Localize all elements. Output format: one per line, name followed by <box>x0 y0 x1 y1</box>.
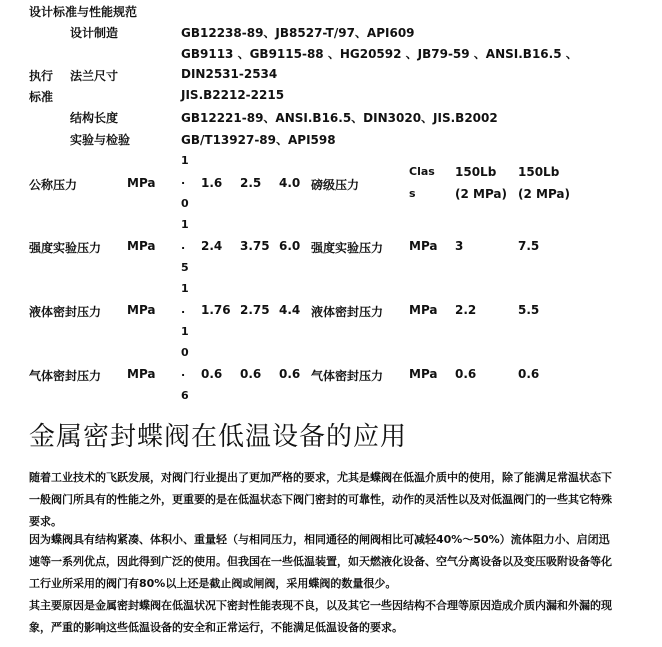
row-value: 0.6 <box>279 367 301 381</box>
narrow-dot: . <box>181 239 186 252</box>
row-value: 2.5 <box>240 176 262 190</box>
narrow-char: 1 <box>181 282 189 295</box>
row-unit: MPa <box>127 239 156 253</box>
flange-label: 法兰尺寸 <box>70 69 119 83</box>
row-rating-1: 0.6 <box>455 367 477 381</box>
article-paragraph-2: 因为蝶阀具有结构紧凑、体积小、重量轻（与相同压力，相同通径的闸阀相比可减轻40%～50%）流体阻力小、启闭迅速等一系列优点，因此得到广泛的使用。但我国在一些低温装置，如天燃液化设备、空气分离设备以及变压吸附设备等化工行业所采用的阀门有80%以上还是截止阀或闸阀，采用蝶阀的数量很少。 <box>29 533 612 590</box>
row-label: 公称压力 <box>29 178 78 192</box>
row-value: 2.75 <box>240 303 270 317</box>
row-label-2: 强度实验压力 <box>311 241 384 255</box>
row-unit-2: MPa <box>409 303 438 317</box>
row-unit-2: Clas <box>409 165 435 178</box>
article-paragraph-1: 随着工业技术的飞跃发展，对阀门行业提出了更加严格的要求，尤其是蝶阀在低温介质中的使用，除了能满足常温状态下一般阀门所具有的性能之外，更重要的是在低温状态下阀门密封的可靠性，动作的灵活性以及对低温阀门的一些其它特殊要求。 <box>29 471 612 528</box>
row-value: 1.76 <box>201 303 231 317</box>
row-rating-1b: (2 MPa) <box>455 187 508 201</box>
row-label-2: 气体密封压力 <box>311 369 384 383</box>
row-label: 强度实验压力 <box>29 241 102 255</box>
row-unit: MPa <box>127 303 156 317</box>
row-rating-2b: (2 MPa) <box>518 187 571 201</box>
row-value: 0.6 <box>240 367 262 381</box>
row-label-2: 磅级压力 <box>311 178 360 192</box>
row-rating-2: 5.5 <box>518 303 540 317</box>
narrow-char: 6 <box>181 389 189 402</box>
row-unit: MPa <box>127 367 156 381</box>
exec-label-1: 执行 <box>29 69 54 83</box>
row-rating-2: 0.6 <box>518 367 540 381</box>
test-label: 实验与检验 <box>70 133 131 147</box>
row-value: 2.4 <box>201 239 223 253</box>
row-value: 0.6 <box>201 367 223 381</box>
length-label: 结构长度 <box>70 111 119 125</box>
article-title: 金属密封蝶阀在低温设备的应用 <box>29 422 408 452</box>
narrow-char: . <box>181 174 186 187</box>
row-value: 1.6 <box>201 176 223 190</box>
row-rating-1: 150Lb <box>455 165 497 179</box>
row-label: 气体密封压力 <box>29 369 102 383</box>
narrow-char: 1 <box>181 218 189 231</box>
narrow-char: . <box>181 366 186 379</box>
test-value: GB/T13927-89、API598 <box>181 133 336 147</box>
flange-line-1: DIN2531-2534 <box>181 67 278 81</box>
flange-line-2: JIS.B2212-2215 <box>181 88 285 102</box>
row-value: 4.0 <box>279 176 301 190</box>
exec-label-2: 标准 <box>29 90 54 104</box>
narrow-char: 5 <box>181 261 189 274</box>
spec-heading: 设计标准与性能规范 <box>29 5 138 19</box>
design-line-1: GB12238-89、JB8527-T/97、API609 <box>181 26 415 40</box>
article-paragraph-3: 其主要原因是金属密封蝶阀在低温状况下密封性能表现不良，以及其它一些因结构不合理等原因造成介质内漏和外漏的现象，严重的影响这些低温设备的安全和正常运行，不能满足低温设备的要求。 <box>29 599 612 634</box>
narrow-char: 0 <box>181 197 189 210</box>
narrow-char: 1 <box>181 325 189 338</box>
row-rating-2: 7.5 <box>518 239 540 253</box>
design-label: 设计制造 <box>70 26 119 40</box>
row-value: 4.4 <box>279 303 301 317</box>
narrow-char: 0 <box>181 346 189 359</box>
row-unit-2b: s <box>409 187 416 200</box>
row-rating-1: 2.2 <box>455 303 477 317</box>
narrow-char: 1 <box>181 154 189 167</box>
narrow-dot: . <box>181 303 186 316</box>
row-value: 6.0 <box>279 239 301 253</box>
row-value: 3.75 <box>240 239 270 253</box>
design-line-2: GB9113 、GB9115-88 、HG20592 、JB79-59 、ANSI.B16.5 、 <box>181 47 578 61</box>
row-rating-1: 3 <box>455 239 464 253</box>
row-unit-2: MPa <box>409 367 438 381</box>
row-unit: MPa <box>127 176 156 190</box>
row-rating-2: 150Lb <box>518 165 560 179</box>
row-label-2: 液体密封压力 <box>311 305 384 319</box>
row-unit-2: MPa <box>409 239 438 253</box>
row-label: 液体密封压力 <box>29 305 102 319</box>
length-value: GB12221-89、ANSI.B16.5、DIN3020、JIS.B2002 <box>181 111 498 125</box>
